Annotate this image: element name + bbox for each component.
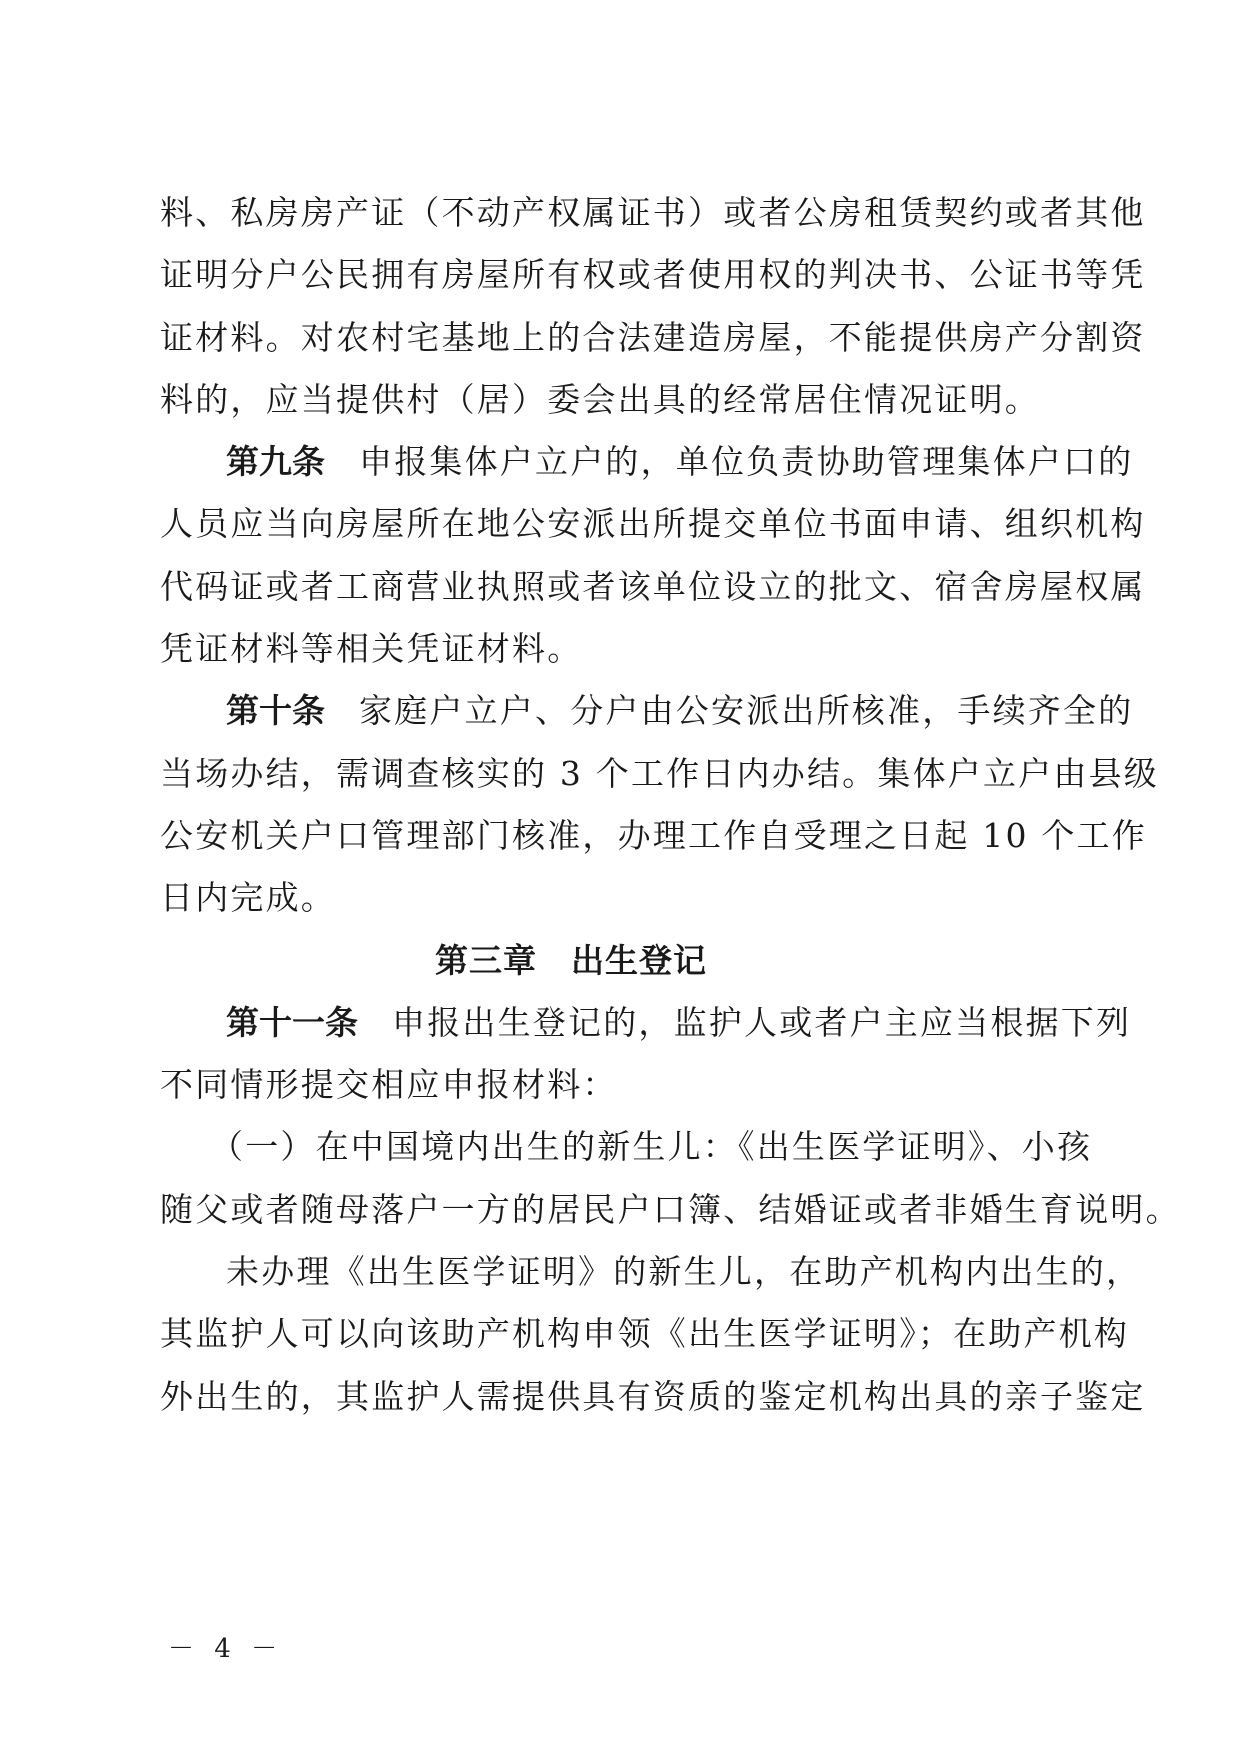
body-line: 其监护人可以向该助产机构申领《出生医学证明》；在助产机构: [160, 1314, 1130, 1354]
body-line: 不同情形提交相应申报材料：: [160, 1065, 618, 1105]
body-line: 代码证或者工商营业执照或者该单位设立的批文、宿舍房屋权属: [160, 566, 1146, 606]
paragraph-first-line: 未办理《出生医学证明》的新生儿，在助产机构内出生的，: [226, 1252, 1142, 1292]
article-11-title: 第十一条: [226, 1002, 358, 1042]
chapter-name: 出生登记: [571, 940, 707, 980]
chapter-heading: [160, 930, 982, 992]
body-line: 证明分户公民拥有房屋所有权或者使用权的判决书、公证书等凭: [160, 255, 1146, 295]
article-10-first-line: [160, 680, 1134, 742]
body-line: 公安机关户口管理部门核准，办理工作自受理之日起 10 个工作: [160, 815, 1147, 855]
body-line: 外出生的，其监护人需提供具有资质的鉴定机构出具的亲子鉴定: [160, 1376, 1146, 1416]
article-10-title: 第十条: [226, 691, 325, 731]
body-line: 证材料。对农村宅基地上的合法建造房屋，不能提供房产分割资: [160, 317, 1146, 357]
article-9-first-line: [160, 431, 1134, 493]
body-line: 随父或者随母落户一方的居民户口簿、结婚证或者非婚生育说明。: [160, 1189, 1181, 1229]
article-10-text: 家庭户立户、分户由公安派出所核准，手续齐全的: [359, 691, 1134, 731]
document-page: [160, 182, 1181, 1428]
body-line: 料的，应当提供村（居）委会出具的经常居住情况证明。: [160, 379, 1040, 419]
item-1-first-line: （一）在中国境内出生的新生儿：《出生医学证明》、小孩: [210, 1127, 1093, 1167]
article-9-text: 申报集体户立户的，单位负责协助管理集体户口的: [359, 442, 1134, 482]
article-9-title: 第九条: [226, 442, 325, 482]
article-11-text: 申报出生登记的，监护人或者户主应当根据下列: [392, 1002, 1132, 1042]
page-number: － 4 －: [168, 1634, 284, 1664]
body-line: 日内完成。: [160, 878, 336, 918]
body-line: 凭证材料等相关凭证材料。: [160, 629, 583, 669]
body-line: 人员应当向房屋所在地公安派出所提交单位书面申请、组织机构: [160, 504, 1146, 544]
article-11-first-line: [160, 992, 1132, 1054]
body-line: 料、私房房产证（不动产权属证书）或者公房租赁契约或者其他: [160, 193, 1146, 232]
chapter-number: 第三章: [435, 940, 537, 980]
body-line: 当场办结，需调查核实的 3 个工作日内办结。集体户立户由县级: [160, 753, 1159, 793]
